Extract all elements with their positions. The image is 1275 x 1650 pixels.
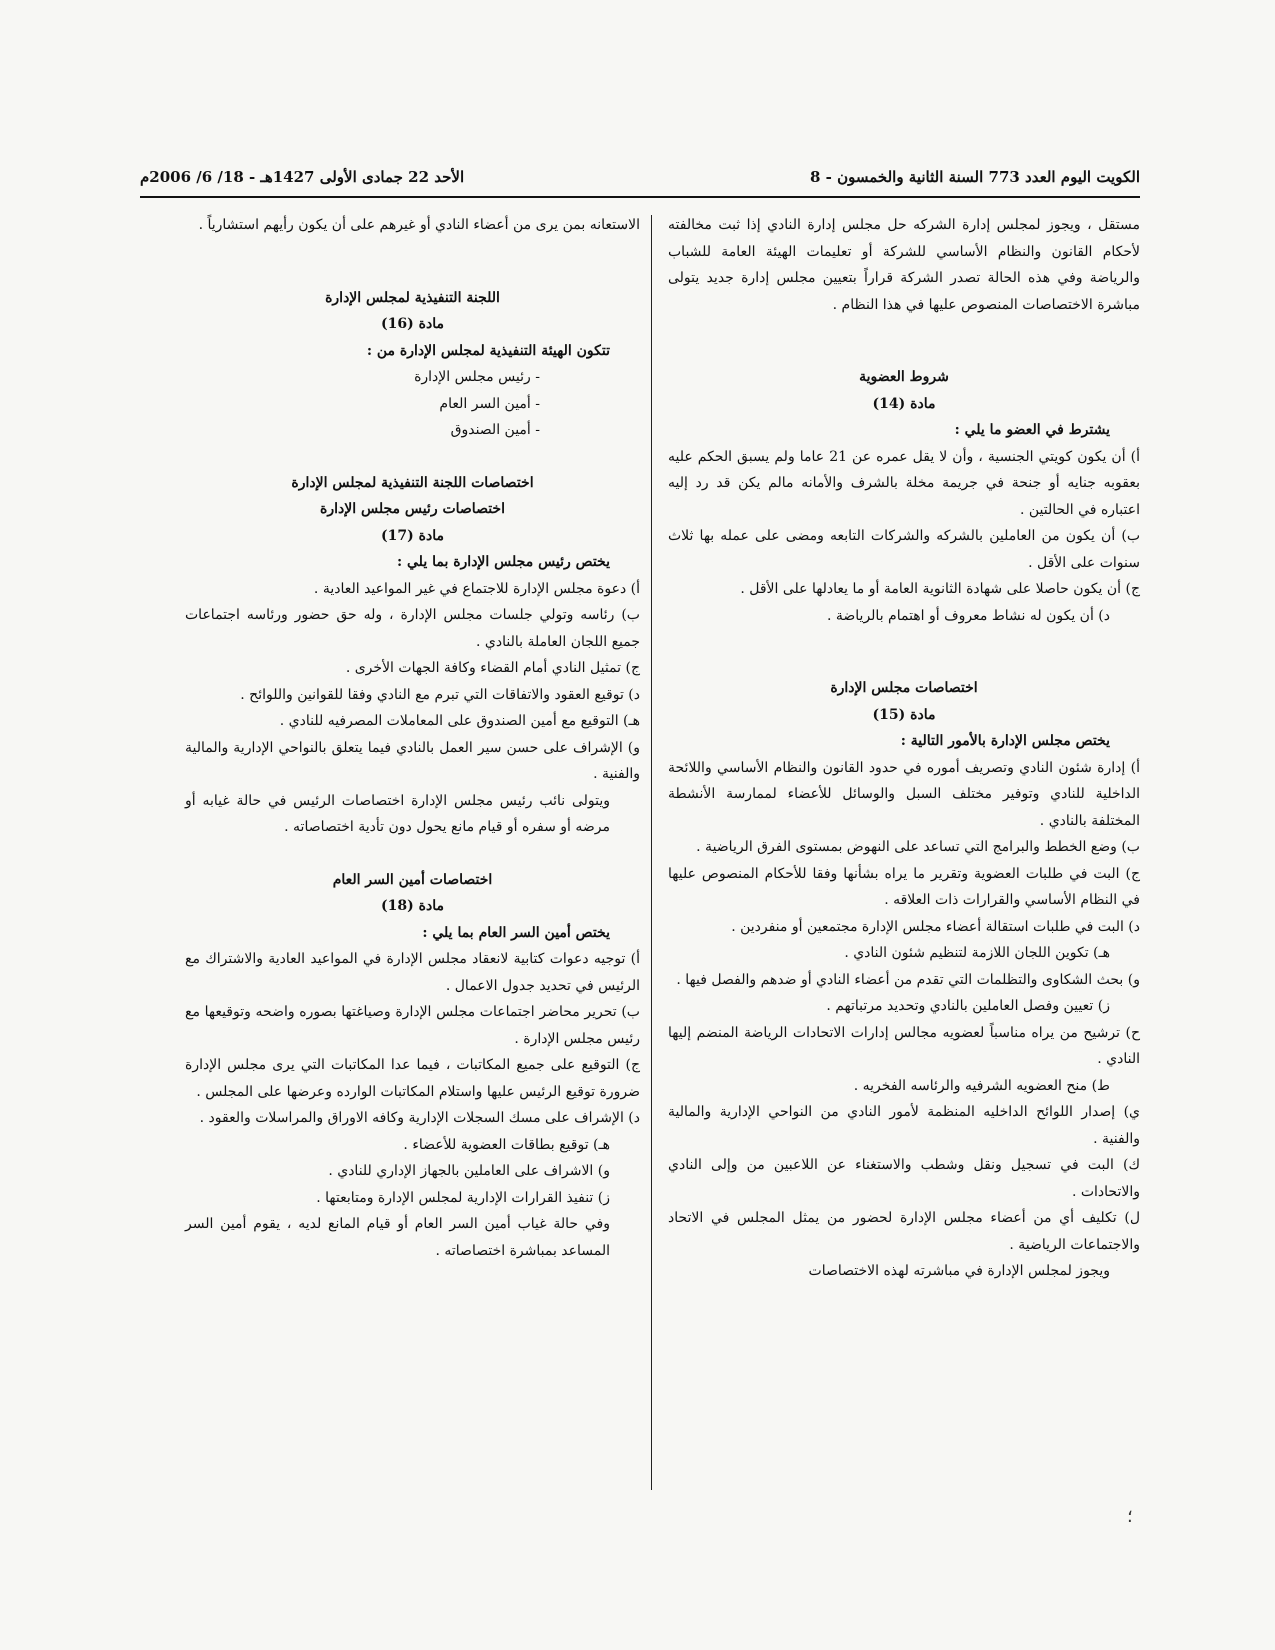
article-18-item: ج) التوقيع على جميع المكاتبات ، فيما عدا المكاتبات التي يرى مجلس الإدارة ضرورة توقيع الرئيس عليها واستلام المكاتبات الوارده وعرضها على المجلس . <box>185 1057 640 1100</box>
right-column <box>668 212 1140 1285</box>
article-number-16: مادة (16) <box>381 316 444 332</box>
article-17-item: ج) تمثيل النادي أمام القضاء وكافة الجهات الأخرى . <box>345 660 640 676</box>
article-15-lead: يختص مجلس الإدارة بالأمور التالية : <box>900 733 1110 749</box>
article-14-item: ج) أن يكون حاصلا على شهادة الثانوية العامة أو ما يعادلها على الأقل . <box>740 581 1140 597</box>
section-title-secretary-powers: اختصاصات أمين السر العام <box>332 871 493 888</box>
article-17-item: هـ) التوقيع مع أمين الصندوق على المعاملات المصرفيه للنادي . <box>279 713 640 729</box>
article-18-item: ز) تنفيذ القرارات الإدارية لمجلس الإدارة ومتابعتها . <box>316 1189 610 1206</box>
article-number-15: مادة (15) <box>872 706 936 723</box>
article-18-item: د) الإشراف على مسك السجلات الإدارية وكافه الاوراق والمراسلات والعقود . <box>199 1110 640 1126</box>
margin-mark: ؛ <box>1127 1506 1133 1527</box>
article-15-item: هـ) تكوين اللجان اللازمة لتنظيم شئون النادي . <box>844 945 1110 961</box>
article-15-item: و) بحث الشكاوى والتظلمات التي تقدم من أعضاء النادي أو ضدهم والفصل فيها . <box>676 971 1140 988</box>
section-title-executive-powers: اختصاصات اللجنة التنفيذية لمجلس الإدارة <box>291 474 534 491</box>
intro-paragraph: الاستعانه بمن يرى من أعضاء النادي أو غيرهم على أن يكون رأيهم استشارياً . <box>198 217 640 233</box>
section-title-chairman-powers: اختصاصات رئيس مجلس الإدارة <box>320 501 505 517</box>
article-15-item: أ) إدارة شئون النادي وتصريف أموره في حدود القانون والنظام الأساسي واللائحة الداخلية للنادي وتوفير مختلف السبل والوسائل للأعضاء لممارسة الأنشطة المختلفة بالنادي . <box>668 759 1140 829</box>
article-18-item: هـ) توقيع بطاقات العضوية للأعضاء . <box>403 1136 610 1153</box>
header-date: الأحد 22 جمادى الأولى 1427هـ - 18/ 6/ 2006م <box>140 168 465 186</box>
article-15-item: د) البت في طلبات استقالة أعضاء مجلس الإدارة مجتمعين أو منفردين . <box>731 918 1140 935</box>
article-number-17: مادة (17) <box>381 527 444 544</box>
column-divider <box>651 215 652 1490</box>
page-header <box>140 168 1140 194</box>
article-number-18: مادة (18) <box>381 898 444 914</box>
article-15-item: ز) تعيين وفصل العاملين بالنادي وتحديد مرتباتهم . <box>826 998 1110 1014</box>
article-18-item: و) الاشراف على العاملين بالجهاز الإداري للنادي . <box>328 1163 610 1179</box>
article-15-item: ب) وضع الخطط والبرامج التي تساعد على النهوض بمستوى الفرق الرياضية . <box>696 839 1140 855</box>
header-issue-info: الكويت اليوم العدد 773 السنة الثانية والخمسون - 8 <box>809 168 1140 186</box>
article-14-item: د) أن يكون له نشاط معروف أو اهتمام بالرياضة . <box>826 607 1110 624</box>
article-17-item: د) توقيع العقود والاتفاقات التي تبرم مع النادي وفقا للقوانين واللوائح . <box>240 686 640 703</box>
article-18-item: ب) تحرير محاضر اجتماعات مجلس الإدارة وصياغتها بصوره واضحه وتوقيعها مع رئيس مجلس الإدارة . <box>185 1004 640 1047</box>
section-title-executive-committee: اللجنة التنفيذية لمجلس الإدارة <box>325 289 500 306</box>
article-16-item: - أمين الصندوق <box>450 422 540 438</box>
article-18-closing: وفي حالة غياب أمين السر العام أو قيام المانع لديه ، يقوم أمين السر المساعد بمباشرة اختصاصاته . <box>185 1216 610 1259</box>
section-title-membership: شروط العضوية <box>859 369 949 385</box>
article-15-item: ل) تكليف أي من أعضاء مجلس الإدارة لحضور من يمثل المجلس في الاتحاد والاجتماعات الرياضية . <box>668 1210 1140 1253</box>
article-18-item: أ) توجيه دعوات كتابية لانعقاد مجلس الإدارة في المواعيد العادية والاشتراك مع الرئيس في تحديد جدول الاعمال . <box>185 951 640 994</box>
section-title-board-powers: اختصاصات مجلس الإدارة <box>830 680 978 696</box>
intro-paragraph: مستقل ، ويجوز لمجلس إدارة الشركه حل مجلس إدارة النادي إذا ثبت مخالفته لأحكام القانون والنظام الأساسي للشركة أو تعليمات الهيئة العامة للشباب والرياضة وفي هذه الحالة تصدر الشركة قراراً بتعيين مجلس إدارة جديد يتولى مباشرة الاختصاصات المنصوص عليها في هذا النظام . <box>668 217 1140 313</box>
article-17-closing: ويتولى نائب رئيس مجلس الإدارة اختصاصات الرئيس في حالة غيابه أو مرضه أو سفره أو قيام مانع يحول دون تأدية اختصاصاته . <box>185 792 610 835</box>
article-14-item: أ) أن يكون كويتي الجنسية ، وأن لا يقل عمره عن 21 عاما ولم يسبق الحكم عليه بعقوبه جنايه أو جنحة في جريمة مخلة بالشرف والأمانه مالم يكن قد رد إليه اعتباره في الحالتين . <box>668 448 1140 518</box>
article-15-item: ك) البت في تسجيل ونقل وشطب والاستغناء عن اللاعبين من وإلى النادي والاتحادات . <box>668 1157 1140 1200</box>
header-rule <box>140 196 1140 198</box>
article-15-item: ح) ترشيح من يراه مناسباً لعضويه مجالس إدارات الاتحادات الرياضة المنضم إليها النادي . <box>668 1024 1140 1067</box>
article-15-item: ج) البت في طلبات العضوية وتقرير ما يراه بشأنها وفقا للأحكام المنصوص عليها في النظام الأساسي والقرارات ذات العلاقه . <box>668 865 1140 908</box>
article-16-item: - رئيس مجلس الإدارة <box>414 369 540 385</box>
article-15-item: ط) منح العضويه الشرفيه والرئاسه الفخريه . <box>853 1077 1110 1094</box>
article-17-item: أ) دعوة مجلس الإدارة للاجتماع في غير المواعيد العادية . <box>313 580 640 597</box>
article-16-item: - أمين السر العام <box>439 395 540 412</box>
article-number-14: مادة (14) <box>872 395 936 412</box>
article-15-item: ي) إصدار اللوائح الداخليه المنظمة لأمور النادي من النواحي الإدارية والمالية والفنية . <box>668 1104 1140 1147</box>
article-14-item: ب) أن يكون من العاملين بالشركه والشركات التابعه ومضى على عمله بها ثلاث سنوات على الأقل . <box>668 528 1140 571</box>
article-14-lead: يشترط في العضو ما يلي : <box>954 422 1110 438</box>
article-16-lead: تتكون الهيئة التنفيذية لمجلس الإدارة من : <box>366 342 610 359</box>
article-17-item: ب) رئاسه وتولي جلسات مجلس الإدارة ، وله حق حضور ورئاسه اجتماعات جميع اللجان العاملة بالنادي . <box>185 607 640 650</box>
article-15-closing: ويجوز لمجلس الإدارة في مباشرته لهذه الاختصاصات <box>808 1263 1110 1279</box>
left-column <box>185 212 640 1264</box>
article-18-lead: يختص أمين السر العام بما يلي : <box>422 924 610 941</box>
article-17-lead: يختص رئيس مجلس الإدارة بما يلي : <box>396 554 610 570</box>
article-17-item: و) الإشراف على حسن سير العمل بالنادي فيما يتعلق بالنواحي الإدارية والمالية والفنية . <box>185 739 640 782</box>
